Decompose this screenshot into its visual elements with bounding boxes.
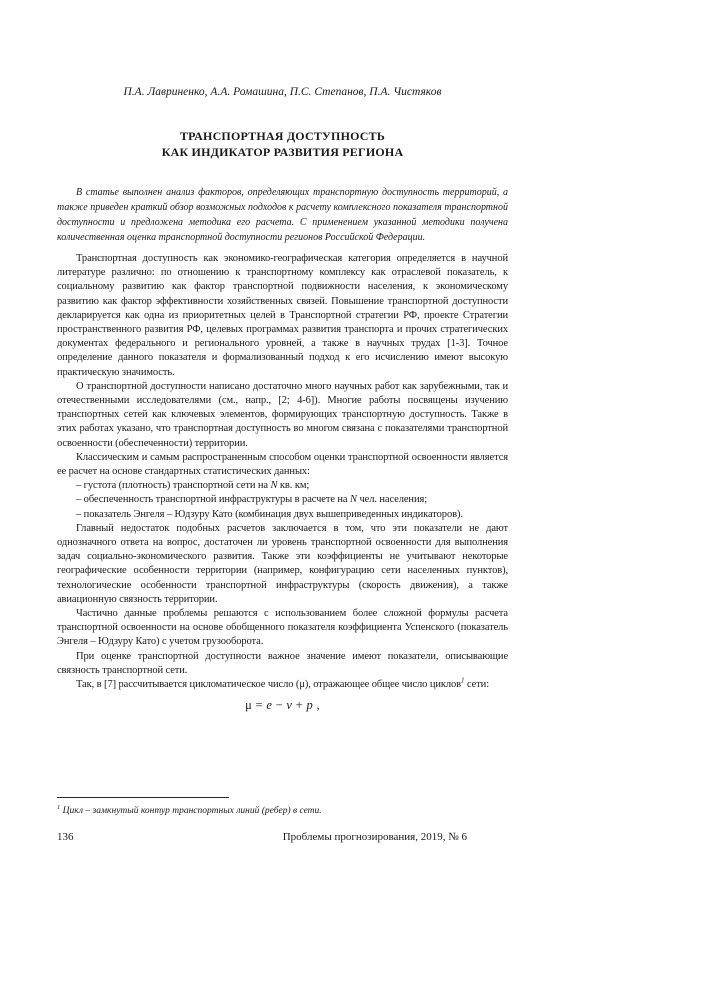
- paragraph-3: Классическим и самым распространенным способом оценки транспортной освоенности является ее расчет на основе стандартных статистических данных:: [57, 451, 508, 478]
- paragraph-6: При оценке транспортной доступности важное значение имеют показатели, описывающие связность транспортной сети.: [57, 650, 508, 676]
- variable-n: N: [270, 480, 278, 492]
- formula-plus: +: [292, 698, 307, 713]
- footnote-reference: 1: [461, 676, 465, 685]
- page-number: 136: [57, 831, 74, 843]
- list-item-text: – обеспеченность транспортной инфраструктуры в расчете на: [76, 494, 351, 506]
- footnote-text: Цикл – замкнутый контур транспортных линий (ребер) в сети.: [60, 806, 322, 816]
- formula-var-v: v: [286, 698, 293, 713]
- title-line-2: КАК ИНДИКАТОР РАЗВИТИЯ РЕГИОНА: [161, 145, 404, 159]
- paragraph-cyclomatic: [57, 678, 508, 692]
- cyclomatic-formula: [57, 698, 508, 713]
- list-item-text: – показатель Энгеля – Юдзуру Като (комбинация двух вышеприведенных индикаторов).: [76, 508, 463, 520]
- cyclomatic-text: сети:: [464, 679, 490, 691]
- paragraph-4: Главный недостаток подобных расчетов заключается в том, что эти показатели не дают однозначного ответа на вопрос, достаточен ли уровень транспортной освоенности для выполнения задач социально-экономического развития. Также эти коэффициенты не учитывают некоторые географические особенности территории (например, конфигурацию сети населенных пунктов), технологические особенности транспортной инфраструктуры (скорость движения), а также авиационную связность территории.: [57, 522, 508, 605]
- formula-equals: =: [252, 698, 267, 713]
- footnote: [57, 805, 508, 817]
- formula-minus: −: [272, 698, 287, 713]
- page-footer: [57, 831, 508, 845]
- article-body: [57, 252, 508, 692]
- text-column: [57, 0, 508, 713]
- formula-var-p: p: [306, 698, 314, 713]
- journal-name: Проблемы прогнозирования, 2019, № 6: [282, 831, 467, 843]
- formula-mu: μ: [245, 698, 253, 713]
- list-item-text: чел. населения;: [356, 494, 428, 506]
- article-title: [57, 128, 508, 160]
- formula-var-e: e: [266, 698, 273, 713]
- footnote-separator: [57, 797, 229, 798]
- paragraph-5: Частично данные проблемы решаются с использованием более сложной формулы расчета транспортной освоенности на основе обобщенного показателя коэффициента Успенского (показатель Энгеля – Юдзуру Като) с учетом грузооборота.: [57, 608, 508, 648]
- variable-n: N: [350, 494, 357, 506]
- title-line-1: ТРАНСПОРТНАЯ ДОСТУПНОСТЬ: [179, 129, 386, 143]
- abstract-text: В статье выполнен анализ факторов, определяющих транспортную доступность территорий, а также приведен краткий обзор возможных подходов к расчету комплексного показателя транспортной доступности и предложена методика его расчета. С применением указанной методики получена количественная оценка транспортной доступности регионов Российской Федерации.: [57, 187, 508, 243]
- paragraph-2: О транспортной доступности написано достаточно много научных работ как зарубежными, так и отечественными исследователями (см., напр., [2; 4-6]). Многие работы посвящены изучению транспортных сетей как ключевых элементов, формирующих транспортную доступность. Также в этих работах указано, что транспортная доступность во многом связана с показателями транспортной освоенности (обеспеченности) территории.: [57, 380, 508, 449]
- list-item-engel: [57, 508, 508, 522]
- list-item-text: кв. км;: [277, 480, 310, 492]
- authors-line: П.А. Лавриненко, А.А. Ромашина, П.С. Степанов, П.А. Чистяков: [123, 86, 442, 98]
- list-item-density: [57, 479, 508, 493]
- formula-comma: ,: [313, 698, 320, 713]
- paragraph-1: Транспортная доступность как экономико-географическая категория определяется в научной литературе различно: по отношению к транспортному комплексу как отраслевой показатель, к социальному развитию как фактор транспортной подвижности населения, к экономическому развитию как фактор эффективности хозяйственных связей. Повышение транспортной доступности декларируется как одна из приоритетных целей в Транспортной стратегии РФ, проекте Стратегии пространственного развития РФ, целевых программах развития транспорта и прочих стратегических документах федерального и регионального уровней, а также в научных трудах [1-3]. Точное определение данного показателя и формализованный подход к его исчислению имеют высокую практическую значимость.: [57, 253, 508, 378]
- list-item-provision: [57, 493, 508, 507]
- cyclomatic-text: Так, в [7] рассчитывается цикломатическое число (μ), отражающее общее число циклов: [76, 679, 462, 691]
- footnote-marker: 1: [57, 803, 61, 811]
- list-item-text: – густота (плотность) транспортной сети на: [76, 480, 271, 492]
